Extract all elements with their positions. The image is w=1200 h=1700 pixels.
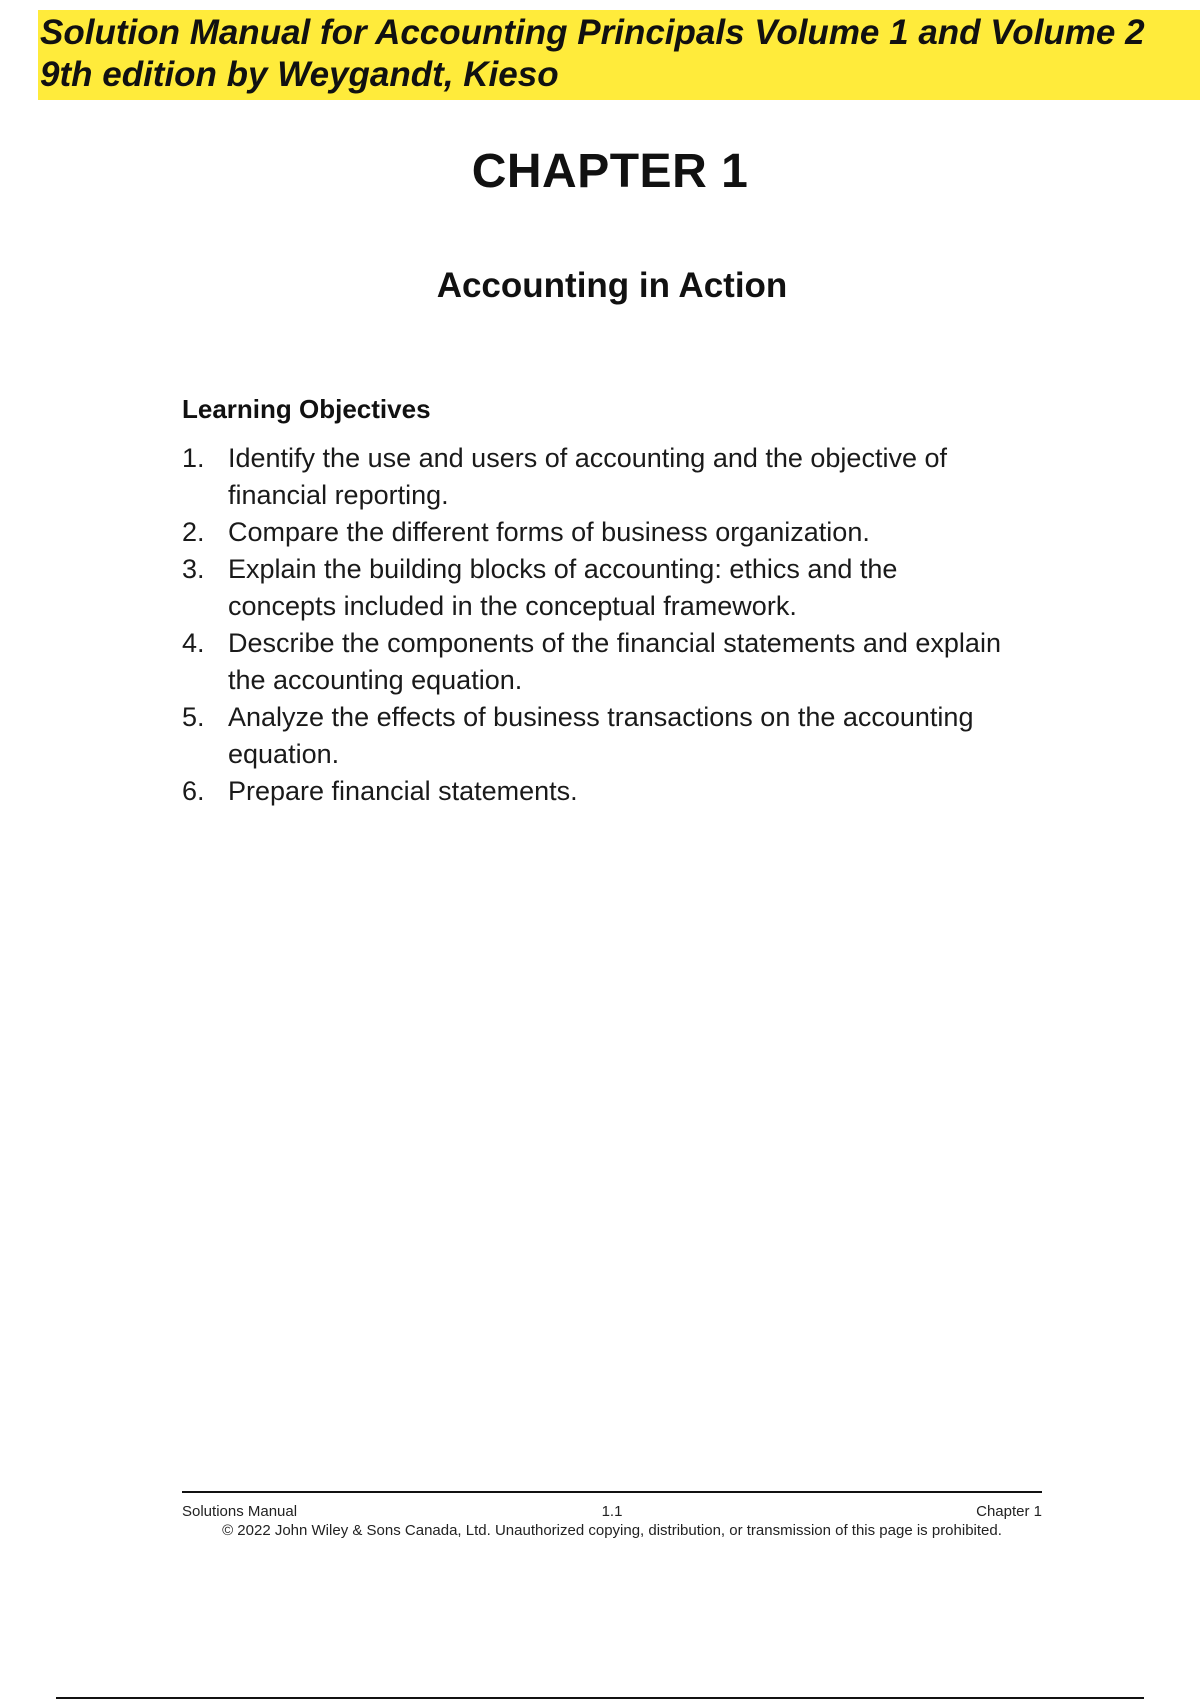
objective-item [182, 440, 1002, 514]
objective-item [182, 551, 1002, 625]
objective-text: Compare the different forms of business organization. [228, 517, 870, 547]
objective-text: Prepare financial statements. [228, 776, 578, 806]
title-banner [38, 10, 1200, 100]
footer-page-number: 1.1 [601, 1503, 623, 1520]
footer-manual-label: Solutions Manual [182, 1503, 298, 1520]
banner-title-line-2: 9th edition by Weygandt, Kieso [40, 55, 559, 94]
objective-text: Describe the components of the financial statements and explain the accounting equation. [228, 628, 1001, 695]
objective-item [182, 773, 1002, 810]
objective-item [182, 699, 1002, 773]
footer-divider [182, 1491, 1042, 1493]
objective-item [182, 514, 1002, 551]
objective-number: 6. [182, 776, 205, 806]
objective-item [182, 625, 1002, 699]
banner-title-line-1: Solution Manual for Accounting Principals Volume 1 and Volume 2 [40, 13, 1145, 52]
chapter-heading: CHAPTER 1 [471, 145, 749, 198]
page-footer [182, 1503, 1042, 1523]
objective-number: 1. [182, 443, 205, 473]
objective-text: Explain the building blocks of accounting: ethics and the concepts included in the conceptual framework. [228, 554, 898, 621]
footer-copyright-notice: © 2022 John Wiley & Sons Canada, Ltd. Unauthorized copying, distribution, or transmission of this page is prohibited. [222, 1522, 1002, 1539]
learning-objectives-heading: Learning Objectives [182, 394, 431, 424]
objective-number: 5. [182, 702, 205, 732]
chapter-subtitle: Accounting in Action [436, 266, 788, 305]
bottom-divider [56, 1697, 1144, 1699]
learning-objectives-list [182, 440, 1002, 810]
objective-text: Analyze the effects of business transactions on the accounting equation. [228, 702, 974, 769]
objective-number: 4. [182, 628, 205, 658]
objective-text: Identify the use and users of accounting and the objective of financial reporting. [228, 443, 947, 510]
objective-number: 3. [182, 554, 205, 584]
objective-number: 2. [182, 517, 205, 547]
footer-chapter-label: Chapter 1 [976, 1503, 1042, 1520]
